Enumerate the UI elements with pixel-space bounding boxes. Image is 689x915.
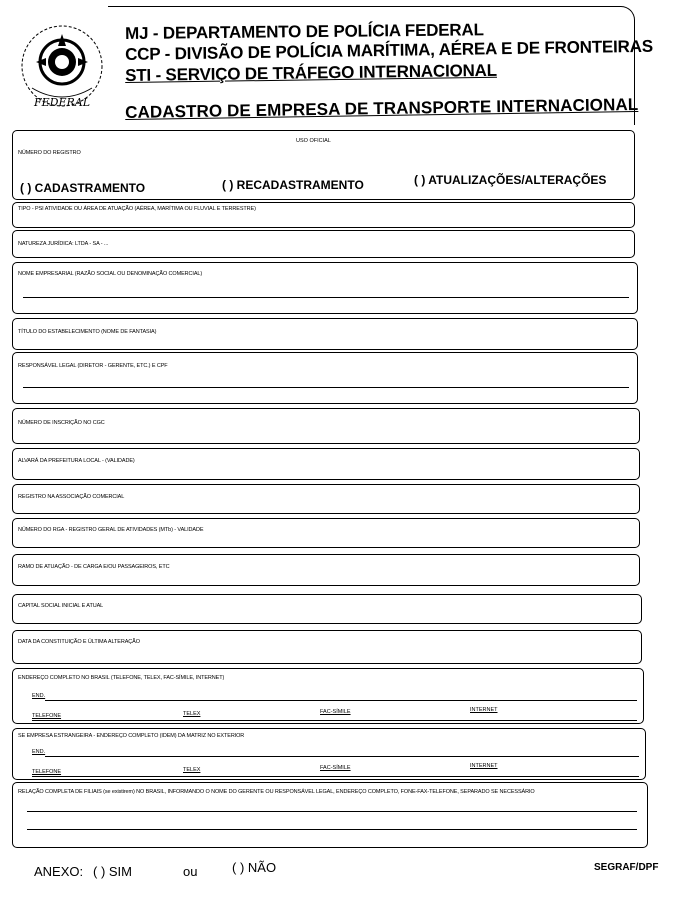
responsavel-label: RESPONSÁVEL LEGAL (DIRETOR - GERENTE, ETC.) E CPF: [18, 363, 168, 369]
titulo-field[interactable]: [12, 318, 638, 350]
natureza-label: NATUREZA JURÍDICA: LTDA - SA - ...: [18, 241, 109, 247]
cgc-field[interactable]: [12, 408, 640, 444]
filiais-line-2: [27, 829, 637, 830]
registro-comercial-field[interactable]: [12, 484, 640, 514]
federal-police-seal-icon: [14, 22, 110, 114]
titulo-label: TÍTULO DO ESTABELECIMENTO (NOME DE FANTASIA): [18, 329, 157, 335]
nome-empresarial-label: NOME EMPRESARIAL (RAZÃO SOCIAL OU DENOMINAÇÃO COMERCIAL): [18, 271, 203, 277]
header-line-2: CCP - DIVISÃO DE POLÍCIA MARÍTIMA, AÉREA E DE FRONTEIRAS: [125, 36, 654, 64]
anexo-sim-option[interactable]: ( ) SIM: [93, 864, 132, 879]
natureza-field[interactable]: [12, 230, 635, 258]
seal-text: FEDERAL: [33, 96, 91, 109]
endereco-brasil-telefone-label: TELEFONE: [32, 713, 62, 719]
endereco-brasil-fac-simile-label: FAC-SÍMILE: [320, 709, 351, 715]
rga-field[interactable]: [12, 518, 640, 548]
estrangeira-end-line: [45, 756, 639, 757]
filiais-label: RELAÇÃO COMPLETA DE FILIAIS (se existirem) NO BRASIL, INFORMANDO O NOME DO GERENTE OU RESPONSÁVEL LEGAL, ENDEREÇO COMPLETO, FONE-FAX-TELEFONE, SEPARADO SE NECESSÁRIO: [18, 789, 535, 795]
capital-label: CAPITAL SOCIAL INICIAL E ATUAL: [18, 603, 104, 609]
option-recadastramento[interactable]: ( ) RECADASTRAMENTO: [222, 178, 364, 192]
nome-empresarial-line: [23, 297, 629, 298]
estrangeira-fac-simile-label: FAC-SÍMILE: [320, 765, 351, 771]
anexo-label: ANEXO:: [34, 864, 84, 879]
filiais-line-1: [27, 811, 637, 812]
atividade-field[interactable]: [12, 202, 635, 228]
data-constituicao-label: DATA DA CONSTITUIÇÃO E ÚLTIMA ALTERAÇÃO: [18, 639, 140, 645]
responsavel-field[interactable]: [12, 352, 638, 404]
atividade-label: TIPO - PSI ATIVIDADE OU ÁREA DE ATUAÇÃO (AÉREA, MARÍTIMA OU FLUVIAL E TERRESTRE): [18, 206, 256, 212]
estrangeira-telex-label: TELEX: [183, 767, 201, 773]
estrangeira-field[interactable]: [12, 728, 646, 780]
endereco-brasil-end-line: [45, 700, 637, 701]
ramo-label: RAMO DE ATUAÇÃO - DE CARGA E/OU PASSAGEIROS, ETC: [18, 564, 170, 570]
estrangeira-internet-label: INTERNET: [470, 763, 498, 769]
option-cadastramento[interactable]: ( ) CADASTRAMENTO: [20, 181, 146, 195]
estrangeira-end-label: END.: [32, 749, 46, 755]
option-atualizacoes[interactable]: ( ) ATUALIZAÇÕES/ALTERAÇÕES: [414, 173, 607, 187]
responsavel-line: [23, 387, 629, 388]
anexo-nao-option[interactable]: ( ) NÃO: [232, 860, 277, 875]
endereco-brasil-telex-label: TELEX: [183, 711, 201, 717]
estrangeira-telefone-label: TELEFONE: [32, 769, 62, 775]
cgc-label: NÚMERO DE INSCRIÇÃO NO CGC: [18, 420, 105, 426]
header-line-3: STI - SERVIÇO DE TRÁFEGO INTERNACIONAL: [125, 60, 498, 85]
alvara-label: ALVARÁ DA PREFEITURA LOCAL - (VALIDADE): [18, 458, 135, 464]
uso-oficial-label: USO OFICIAL: [296, 138, 331, 144]
endereco-brasil-internet-label: INTERNET: [470, 707, 498, 713]
capital-field[interactable]: [12, 594, 642, 624]
data-constituicao-field[interactable]: [12, 630, 642, 664]
alvara-field[interactable]: [12, 448, 640, 480]
anexo-ou-label: ou: [183, 864, 198, 879]
endereco-brasil-end-label: END.: [32, 693, 46, 699]
nome-empresarial-field[interactable]: [12, 262, 638, 314]
rga-label: NÚMERO DO RGA - REGISTRO GERAL DE ATIVIDADES (MTb) - VALIDADE: [18, 527, 204, 533]
registro-label: NÚMERO DO REGISTRO: [18, 150, 81, 156]
ramo-field[interactable]: [12, 554, 640, 586]
filiais-field[interactable]: [12, 782, 648, 848]
endereco-brasil-contact-line: [32, 720, 637, 721]
endereco-brasil-field[interactable]: [12, 668, 644, 724]
endereco-brasil-label: ENDEREÇO COMPLETO NO BRASIL (TELEFONE, TELEX, FAC-SÍMILE, INTERNET): [18, 675, 225, 681]
estrangeira-label: SE EMPRESA ESTRANGEIRA - ENDEREÇO COMPLETO (IDEM) DA MATRIZ NO EXTERIOR: [18, 733, 245, 739]
header-line-1: MJ - DEPARTAMENTO DE POLÍCIA FEDERAL: [125, 20, 484, 43]
segraf-code: SEGRAF/DPF: [594, 862, 659, 873]
estrangeira-contact-line: [32, 776, 639, 777]
registro-comercial-label: REGISTRO NA ASSOCIAÇÃO COMERCIAL: [18, 494, 125, 500]
form-title: CADASTRO DE EMPRESA DE TRANSPORTE INTERNACIONAL: [125, 94, 639, 122]
